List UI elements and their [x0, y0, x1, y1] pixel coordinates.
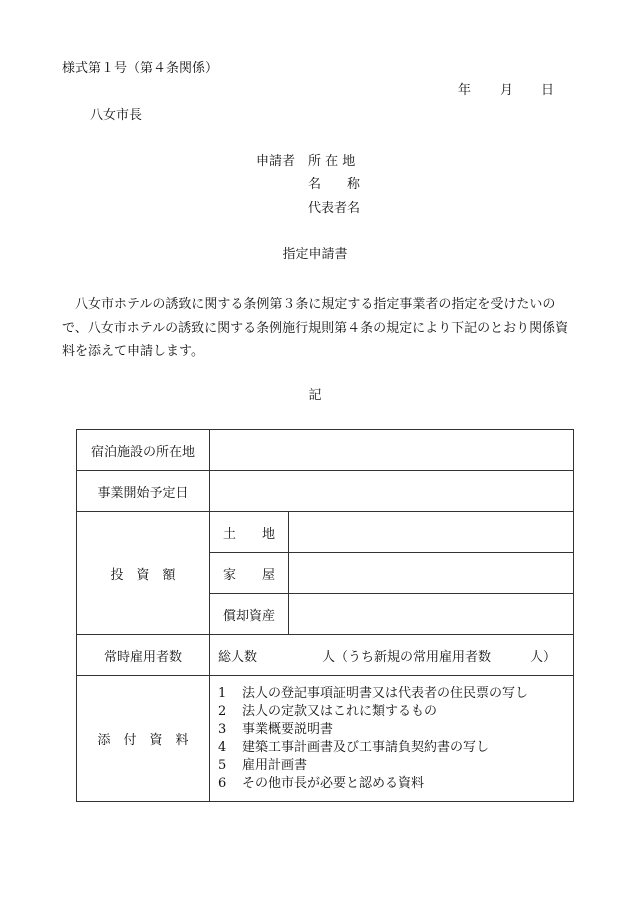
application-table [76, 429, 574, 802]
ki-heading: 記 [308, 388, 322, 403]
applicant-name-label: 名 称 [308, 177, 361, 192]
building-value[interactable] [289, 553, 574, 594]
attachment-item: 5 雇用計画書 [218, 757, 308, 773]
depreciable-assets-value[interactable] [289, 594, 574, 635]
start-date-value[interactable] [210, 471, 574, 512]
table-row [77, 512, 574, 553]
attachment-item: 1 法人の登記事項証明書又は代表者の住民票の写し [218, 685, 529, 701]
attachments-list [210, 676, 574, 802]
addressee: 八女市長 [90, 108, 143, 123]
land-value[interactable] [289, 512, 574, 553]
form-label: 様式第１号（第４条関係） [62, 61, 219, 76]
facility-location-value[interactable] [210, 430, 574, 471]
date-year: 年 [458, 83, 472, 98]
start-date-label: 事業開始予定日 [77, 471, 210, 512]
investment-label: 投 資 額 [77, 512, 210, 635]
attachment-item: 6 その他市長が必要と認める資料 [218, 775, 425, 791]
table-row [77, 471, 574, 512]
applicant-label: 申請者 [256, 154, 296, 169]
date-month: 月 [500, 83, 514, 98]
body-paragraph: 八女市ホテルの誘致に関する条例第３条に規定する指定事業者の指定を受けたいので、八女市ホテルの誘致に関する条例施行規則第４条の規定により下記のとおり関係資料を添えて申請します。 [62, 297, 569, 359]
employees-label: 常時雇用者数 [77, 635, 210, 676]
applicant-representative-label: 代表者名 [308, 201, 361, 216]
building-label: 家 屋 [210, 553, 289, 594]
table-row [77, 676, 574, 802]
land-label: 土 地 [210, 512, 289, 553]
document-title: 指定申請書 [282, 247, 348, 262]
applicant-address-label: 所 在 地 [308, 154, 356, 169]
attachment-item: 4 建築工事計画書及び工事請負契約書の写し [218, 739, 490, 755]
facility-location-label: 宿泊施設の所在地 [77, 430, 210, 471]
attachments-label: 添 付 資 料 [77, 676, 210, 802]
attachment-item: 3 事業概要説明書 [218, 721, 334, 737]
date-day: 日 [541, 83, 555, 98]
depreciable-assets-label: 償却資産 [210, 594, 289, 635]
table-row [77, 430, 574, 471]
employees-value[interactable]: 総人数 人（うち新規の常用雇用者数 人） [210, 635, 574, 676]
attachment-item: 2 法人の定款又はこれに類するもの [218, 703, 438, 719]
table-row [77, 635, 574, 676]
